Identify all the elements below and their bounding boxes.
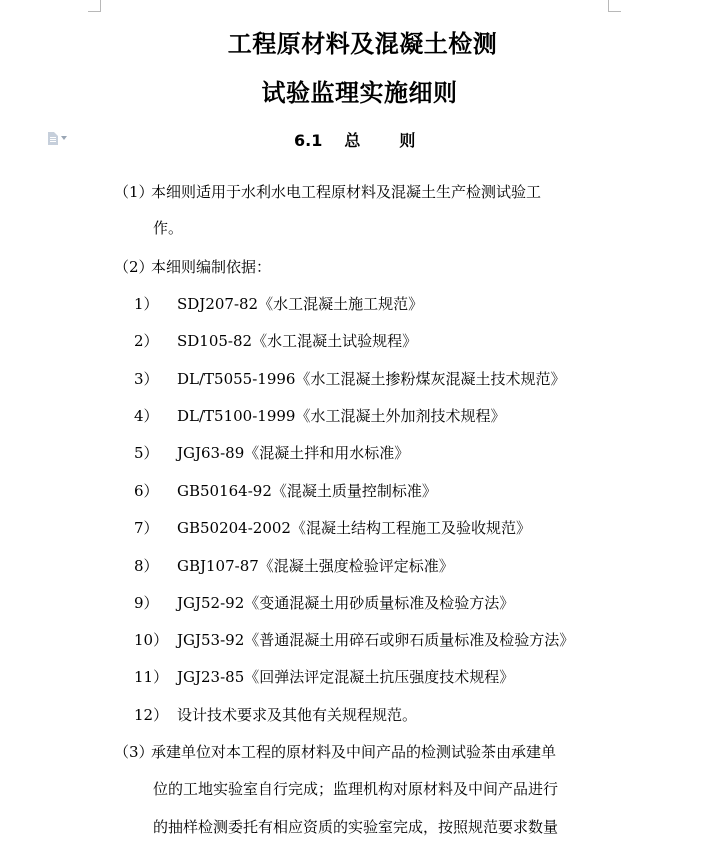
basis-item-number: 11） — [134, 668, 169, 686]
basis-item-number: 4） — [134, 407, 159, 425]
document-title-line-1: 工程原材料及混凝土检测 — [227, 30, 498, 58]
paragraph-marker: （3） — [114, 743, 154, 761]
basis-item-text: JGJ53-92《普通混凝土用碎石或卵石质量标准及检验方法》 — [177, 631, 575, 649]
paragraph-3-line-3: 的抽样检测委托有相应资质的实验室完成，按照规范要求数量 — [153, 818, 559, 836]
basis-item-number: 7） — [134, 519, 159, 537]
basis-item — [134, 442, 409, 464]
basis-item — [134, 330, 417, 352]
basis-item-text: JGJ52-92《变通混凝土用砂质量标准及检验方法》 — [177, 594, 515, 612]
basis-item-number: 12） — [134, 706, 169, 724]
basis-item-number: 9） — [134, 594, 159, 612]
paragraph-text: 本细则编制依据： — [151, 258, 272, 276]
document-title-line-2: 试验监理实施细则 — [261, 79, 458, 107]
basis-item — [134, 666, 514, 688]
page-corner-mark-left — [88, 0, 101, 12]
basis-item — [134, 517, 531, 539]
paragraph-3-line-2: 位的工地实验室自行完成；监理机构对原材料及中间产品进行 — [153, 780, 559, 798]
basis-item-text: JGJ63-89《混凝土拌和用水标准》 — [177, 444, 410, 462]
paragraph-1-line-2: 作。 — [153, 219, 184, 237]
basis-item-number: 1） — [134, 295, 159, 313]
basis-item-text: 设计技术要求及其他有关规程规范。 — [177, 706, 418, 724]
paragraph-marker: （2） — [114, 258, 154, 276]
basis-item-number: 3） — [134, 370, 159, 388]
paragraph-marker: （1） — [114, 183, 154, 201]
basis-item-text: DL/T5100-1999《水工混凝土外加剂技术规程》 — [177, 407, 506, 425]
paragraph-2-line-1 — [114, 256, 271, 278]
basis-item-number: 8） — [134, 557, 159, 575]
basis-item-text: SDJ207-82《水工混凝土施工规范》 — [177, 295, 424, 313]
paragraph-text: 承建单位对本工程的原材料及中间产品的检测试验茶由承建单 — [151, 743, 557, 761]
basis-item — [134, 704, 417, 726]
basis-item-text: JGJ23-85《回弹法评定混凝土抗压强度技术规程》 — [177, 668, 515, 686]
chevron-down-icon — [61, 136, 67, 140]
basis-item — [134, 293, 423, 315]
basis-item — [134, 368, 565, 390]
basis-item-text: GB50164-92《混凝土质量控制标准》 — [177, 482, 437, 500]
basis-item-number: 10） — [134, 631, 169, 649]
basis-item-text: SD105-82《水工混凝土试验规程》 — [177, 332, 418, 350]
document-options-icon[interactable] — [48, 130, 74, 146]
basis-item — [134, 405, 505, 427]
basis-item-text: GBJ107-87《混凝土强度检验评定标准》 — [177, 557, 454, 575]
page-corner-mark-right — [608, 0, 621, 12]
basis-item — [134, 480, 437, 502]
paragraph-3-line-1 — [114, 741, 556, 763]
basis-item-text: GB50204-2002《混凝土结构工程施工及验收规范》 — [177, 519, 531, 537]
basis-item — [134, 592, 514, 614]
basis-item-number: 2） — [134, 332, 159, 350]
basis-item-number: 6） — [134, 482, 159, 500]
section-title: 总则 — [344, 131, 455, 150]
section-number: 6.1 — [294, 131, 323, 150]
paragraph-1-line-1 — [114, 181, 541, 203]
basis-item — [134, 555, 454, 577]
basis-item-text: DL/T5055-1996《水工混凝土掺粉煤灰混凝土技术规范》 — [177, 370, 566, 388]
section-heading — [294, 128, 454, 152]
basis-item — [134, 629, 574, 651]
paragraph-text: 本细则适用于水利水电工程原材料及混凝土生产检测试验工 — [151, 183, 542, 201]
basis-item-number: 5） — [134, 444, 159, 462]
